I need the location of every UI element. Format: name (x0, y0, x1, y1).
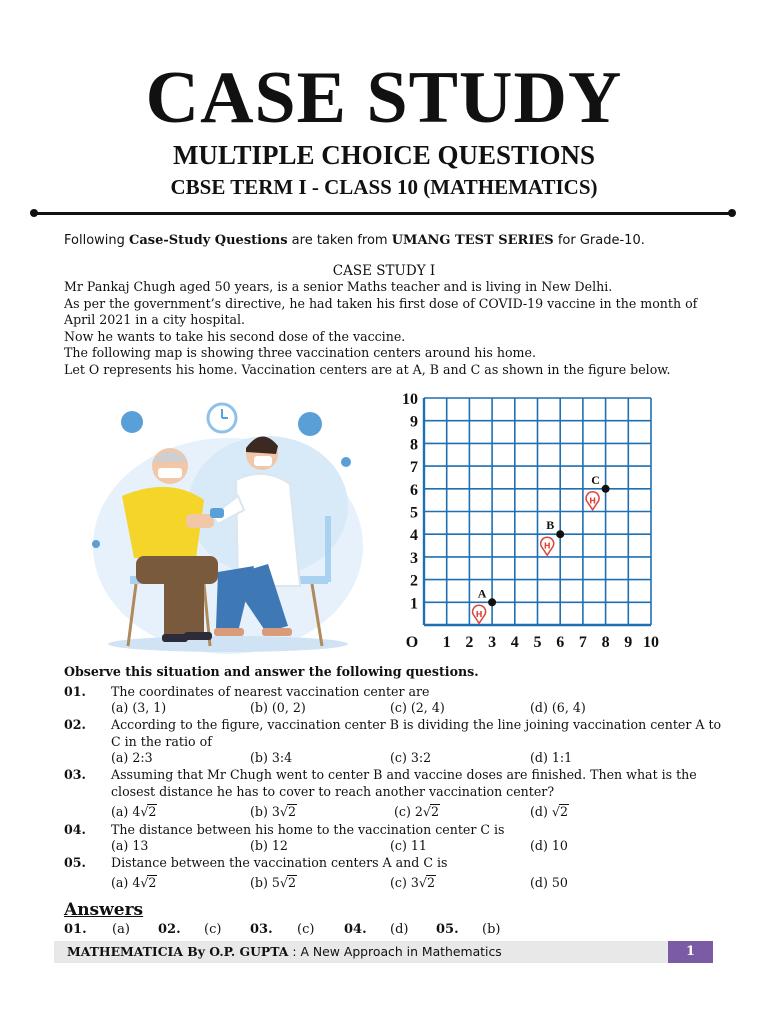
x-tick-label: 5 (533, 634, 542, 651)
y-tick-label: 10 (402, 391, 418, 408)
option-c: (c) (2, 4) (390, 700, 445, 715)
paragraph-line: April 2021 in a city hospital. (64, 312, 246, 328)
point-label: B (546, 518, 555, 533)
footer-text (67, 944, 502, 959)
page-subtitle: MULTIPLE CHOICE QUESTIONS (172, 140, 596, 170)
option-a: (a) (3, 1) (111, 700, 167, 715)
question-number: 01. (64, 684, 86, 699)
case-study-heading: CASE STUDY I (332, 263, 436, 279)
question-text: closest distance he has to cover to reach another vaccination center? (111, 784, 555, 799)
case-paragraph (64, 279, 714, 379)
page-subtitle-class: CBSE TERM I - CLASS 10 (MATHEMATICS) (170, 175, 598, 199)
y-tick-label: 6 (410, 481, 418, 499)
paragraph-line: As per the government’s directive, he had taken his first dose of COVID-19 vaccine in the month of (64, 295, 698, 311)
option-a: (a) 2:3 (111, 750, 153, 765)
option-c: (c) 3√2 (390, 875, 435, 890)
answer-value: (b) (482, 922, 501, 937)
question-number: 03. (64, 767, 86, 782)
question-text: Assuming that Mr Chugh went to center B and vaccine doses are finished. Then what is the (111, 767, 697, 782)
x-tick-label: 1 (442, 634, 451, 651)
y-tick-label: 1 (410, 595, 418, 613)
option-d: (d) √2 (530, 804, 568, 819)
option-b: (b) 5√2 (250, 875, 296, 890)
y-tick-label: 8 (410, 436, 418, 454)
y-tick-label: 3 (410, 549, 418, 567)
x-tick-label: 3 (488, 634, 497, 651)
point-label: C (591, 472, 600, 487)
x-tick-label: 9 (624, 634, 633, 651)
hospital-pin-label: H (543, 541, 551, 551)
x-tick-label: 4 (510, 634, 519, 651)
option-d: (d) 1:1 (530, 750, 573, 765)
option-c: (c) 2√2 (394, 804, 439, 819)
x-tick-label: 10 (643, 634, 659, 651)
page-number: 1 (668, 941, 713, 963)
footer-tagline: : A New Approach in Mathematics (288, 944, 502, 959)
option-b: (b) 3√2 (250, 804, 296, 819)
question-text: The distance between his home to the vaccination center C is (111, 822, 505, 837)
option-a: (a) 13 (111, 838, 149, 853)
rule-dot-right (728, 209, 736, 217)
question-number: 04. (64, 822, 86, 837)
question-text: C in the ratio of (111, 734, 212, 749)
rule-dot-left (30, 209, 38, 217)
header-rule (34, 212, 732, 215)
answer-number: 01. (64, 922, 87, 937)
y-tick-label: 9 (410, 413, 418, 431)
option-b: (b) 3:4 (250, 750, 293, 765)
paragraph-line: The following map is showing three vaccination centers around his home. (64, 345, 536, 361)
page-title: CASE STUDY (145, 57, 623, 139)
question-text: Distance between the vaccination centers A and C is (111, 855, 448, 870)
x-tick-label: O (405, 634, 419, 651)
option-d: (d) 10 (530, 838, 568, 853)
answer-value: (d) (390, 922, 409, 937)
question-text: According to the figure, vaccination center B is dividing the line joining vaccination center A to (111, 717, 722, 732)
footer-brand: MATHEMATICIA By O.P. GUPTA (67, 944, 289, 959)
y-tick-label: 4 (410, 527, 418, 545)
x-tick-label: 6 (556, 634, 565, 651)
point-a (488, 598, 496, 606)
option-b: (b) 12 (250, 838, 288, 853)
option-a: (a) 4√2 (111, 875, 157, 890)
hospital-pin-label: H (589, 496, 596, 506)
option-c: (c) 3:2 (390, 750, 432, 765)
answer-number: 05. (436, 922, 459, 937)
answer-number: 04. (344, 922, 367, 937)
point-c (602, 485, 610, 493)
paragraph-line: Now he wants to take his second dose of the vaccine. (64, 328, 406, 344)
y-tick-label: 5 (410, 504, 418, 522)
coordinate-graph (390, 390, 702, 658)
y-tick-label: 7 (410, 459, 418, 477)
x-tick-label: 7 (578, 634, 587, 651)
option-d: (d) 50 (530, 875, 568, 890)
answer-number: 03. (250, 922, 273, 937)
question-number: 05. (64, 855, 86, 870)
vaccination-illustration (78, 396, 368, 658)
point-label: A (477, 586, 487, 601)
intro-line: Following Case-Study Questions are taken from UMANG TEST SERIES for Grade-10. (64, 233, 645, 248)
paragraph-line: Let O represents his home. Vaccination centers are at A, B and C as shown in the figure below. (64, 361, 671, 377)
answer-value: (c) (297, 922, 315, 937)
observe-instruction: Observe this situation and answer the following questions. (64, 664, 479, 679)
answer-value: (a) (112, 922, 130, 937)
answer-value: (c) (204, 922, 222, 937)
y-tick-label: 2 (410, 572, 418, 590)
paragraph-line: Mr Pankaj Chugh aged 50 years, is a senior Maths teacher and is living in New Delhi. (64, 279, 613, 294)
option-d: (d) (6, 4) (530, 700, 586, 715)
point-b (556, 530, 564, 538)
answers-heading: Answers (64, 900, 144, 920)
x-tick-label: 2 (465, 634, 474, 651)
x-tick-label: 8 (601, 634, 610, 651)
option-c: (c) 11 (390, 838, 427, 853)
option-b: (b) (0, 2) (250, 700, 306, 715)
question-text: The coordinates of nearest vaccination center are (111, 684, 430, 699)
hospital-pin-label: H (475, 609, 483, 619)
question-number: 02. (64, 717, 86, 732)
answer-number: 02. (158, 922, 181, 937)
clock-icon (208, 404, 236, 432)
option-a: (a) 4√2 (111, 804, 157, 819)
